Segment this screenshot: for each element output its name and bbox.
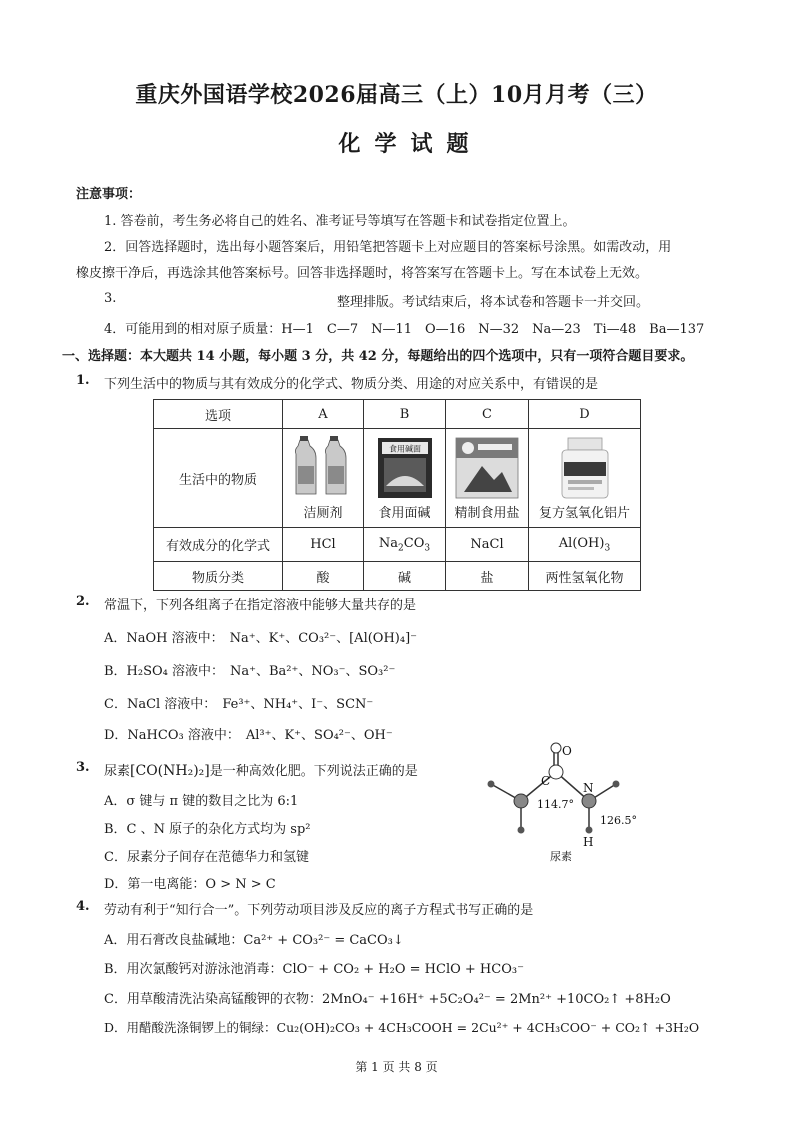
option: B．H₂SO₄ 溶液中： Na⁺、Ba²⁺、NO₃⁻、SO₃²⁻ [104,664,396,679]
angle-label: 114.7° [537,798,574,811]
option: A．σ 键与 π 键的数目之比为 6:1 [104,794,299,809]
item-cell-b [364,429,446,528]
table-header-cell: D [529,400,641,429]
oxygen-atom [551,743,561,753]
question-number: 2. [76,594,90,609]
option: D．第一电离能：O > N > C [104,877,276,892]
row-label: 有效成分的化学式 [154,528,283,562]
option: C．用草酸清洗沾染高锰酸钾的衣物：2MnO₄⁻ +16H⁺ +5C₂O₄²⁻ = 2Mn²⁺ +10CO₂↑ +8H₂O [104,992,671,1007]
row-label: 物质分类 [154,562,283,591]
nitrogen-atom-left [514,794,528,808]
table-header-cell: A [283,400,364,429]
item-label: 洁厕剂 [303,506,343,521]
question-stem: 常温下，下列各组离子在指定溶液中能够大量共存的是 [104,598,417,613]
toilet-cleaner-bottles-image [288,436,358,498]
table-header-cell: 选项 [154,400,283,429]
row-label: 生活中的物质 [154,429,283,528]
exam-title: 重庆外国语学校2026届高三（上）10月月考（三） [135,82,658,108]
angle-label: 126.5° [600,814,637,827]
formula-cell: HCl [283,528,364,562]
hydrogen-atom [613,781,620,788]
item-cell-c [446,429,529,528]
item-cell-a [283,429,364,528]
subject-title: 化学试题 [338,131,483,157]
item-cell-d [529,429,641,528]
note-item: 4．可能用到的相对原子质量：H—1 C—7 N—11 O—16 N—32 Na—23 Ti—48 Ba—137 [104,322,705,337]
urea-structure-diagram [480,742,650,864]
question-stem: 尿素[CO(NH₂)₂]是一种高效化肥。下列说法正确的是 [104,763,418,779]
option: A．用石膏改良盐碱地：Ca²⁺ + CO₃²⁻ = CaCO₃↓ [104,933,404,948]
medicine-bottle-image [550,436,620,500]
label-n: N [583,781,594,795]
label-o: O [562,744,572,758]
note-item: 1. 答卷前，考生务必将自己的姓名、准考证号等填写在答题卡和试卷指定位置上。 [104,214,576,229]
formula-cell: $Al(OH)_3$ [529,528,641,562]
hydrogen-atom [488,781,495,788]
q1-table [153,399,641,591]
option: A．NaOH 溶液中： Na⁺、K⁺、CO₃²⁻、[Al(OH)₄]⁻ [104,631,418,646]
table-header-cell: B [364,400,446,429]
salt-package-image [454,436,520,500]
note-item: 整理排版。考试结束后，将本试卷和答题卡一并交回。 [337,295,650,310]
label-c: C [541,774,551,788]
hydrogen-atom [518,827,525,834]
hydrogen-atom [586,827,593,834]
option: D．NaHCO₃ 溶液中： Al³⁺、K⁺、SO₄²⁻、OH⁻ [104,728,393,743]
option: C．尿素分子间存在范德华力和氢键 [104,850,309,865]
question-stem: 下列生活中的物质与其有效成分的化学式、物质分类、用途的对应关系中，有错误的是 [104,377,599,392]
class-cell: 酸 [283,562,364,591]
diagram-caption: 尿素 [550,850,572,863]
item-label: 精制食用盐 [454,506,520,521]
label-h: H [583,835,594,849]
note-item: 2．回答选择题时，选出每小题答案后，用铅笔把答题卡上对应题目的答案标号涂黑。如需改动，用 [104,240,672,255]
question-number: 3. [76,760,90,775]
note-item: 3. [104,291,117,306]
class-cell: 盐 [446,562,529,591]
nitrogen-atom-right [582,794,596,808]
option: B．用次氯酸钙对游泳池消毒：ClO⁻ + CO₂ + H₂O = HClO + HCO₃⁻ [104,962,524,977]
carbon-atom [549,765,563,779]
option: C．NaCl 溶液中： Fe³⁺、NH₄⁺、I⁻、SCN⁻ [104,697,374,712]
item-label: 复方氢氧化铝片 [538,506,630,521]
svg-text:食用碱面: 食用碱面 [388,444,421,454]
question-stem: 劳动有利于“知行合一”。下列劳动项目涉及反应的离子方程式书写正确的是 [104,903,534,918]
formula-cell: NaCl [446,528,529,562]
question-number: 1. [76,373,90,388]
note-item: 橡皮擦干净后，再选涂其他答案标号。回答非选择题时，将答案写在答题卡上。写在本试卷上无效。 [76,266,649,281]
table-header-cell: C [446,400,529,429]
option: B．C 、N 原子的杂化方式均为 sp² [104,822,311,837]
formula-cell: $Na_2CO_3$ [364,528,446,562]
section-heading: 一、选择题：本大题共 14 小题，每小题 3 分，共 42 分，每题给出的四个选项中，只有一项符合题目要求。 [62,349,694,364]
option: D．用醋酸洗涤铜锣上的铜绿：Cu₂(OH)₂CO₃ + 4CH₃COOH = 2Cu²⁺ + 4CH₃COO⁻ + CO₂↑ +3H₂O [104,1020,700,1035]
soda-package-image [376,436,434,500]
question-number: 4. [76,899,90,914]
page-number: 第 1 页 共 8 页 [355,1060,438,1074]
class-cell: 两性氢氧化物 [529,562,641,591]
item-label: 食用面碱 [378,506,431,521]
class-cell: 碱 [364,562,446,591]
notes-heading: 注意事项： [76,187,142,202]
